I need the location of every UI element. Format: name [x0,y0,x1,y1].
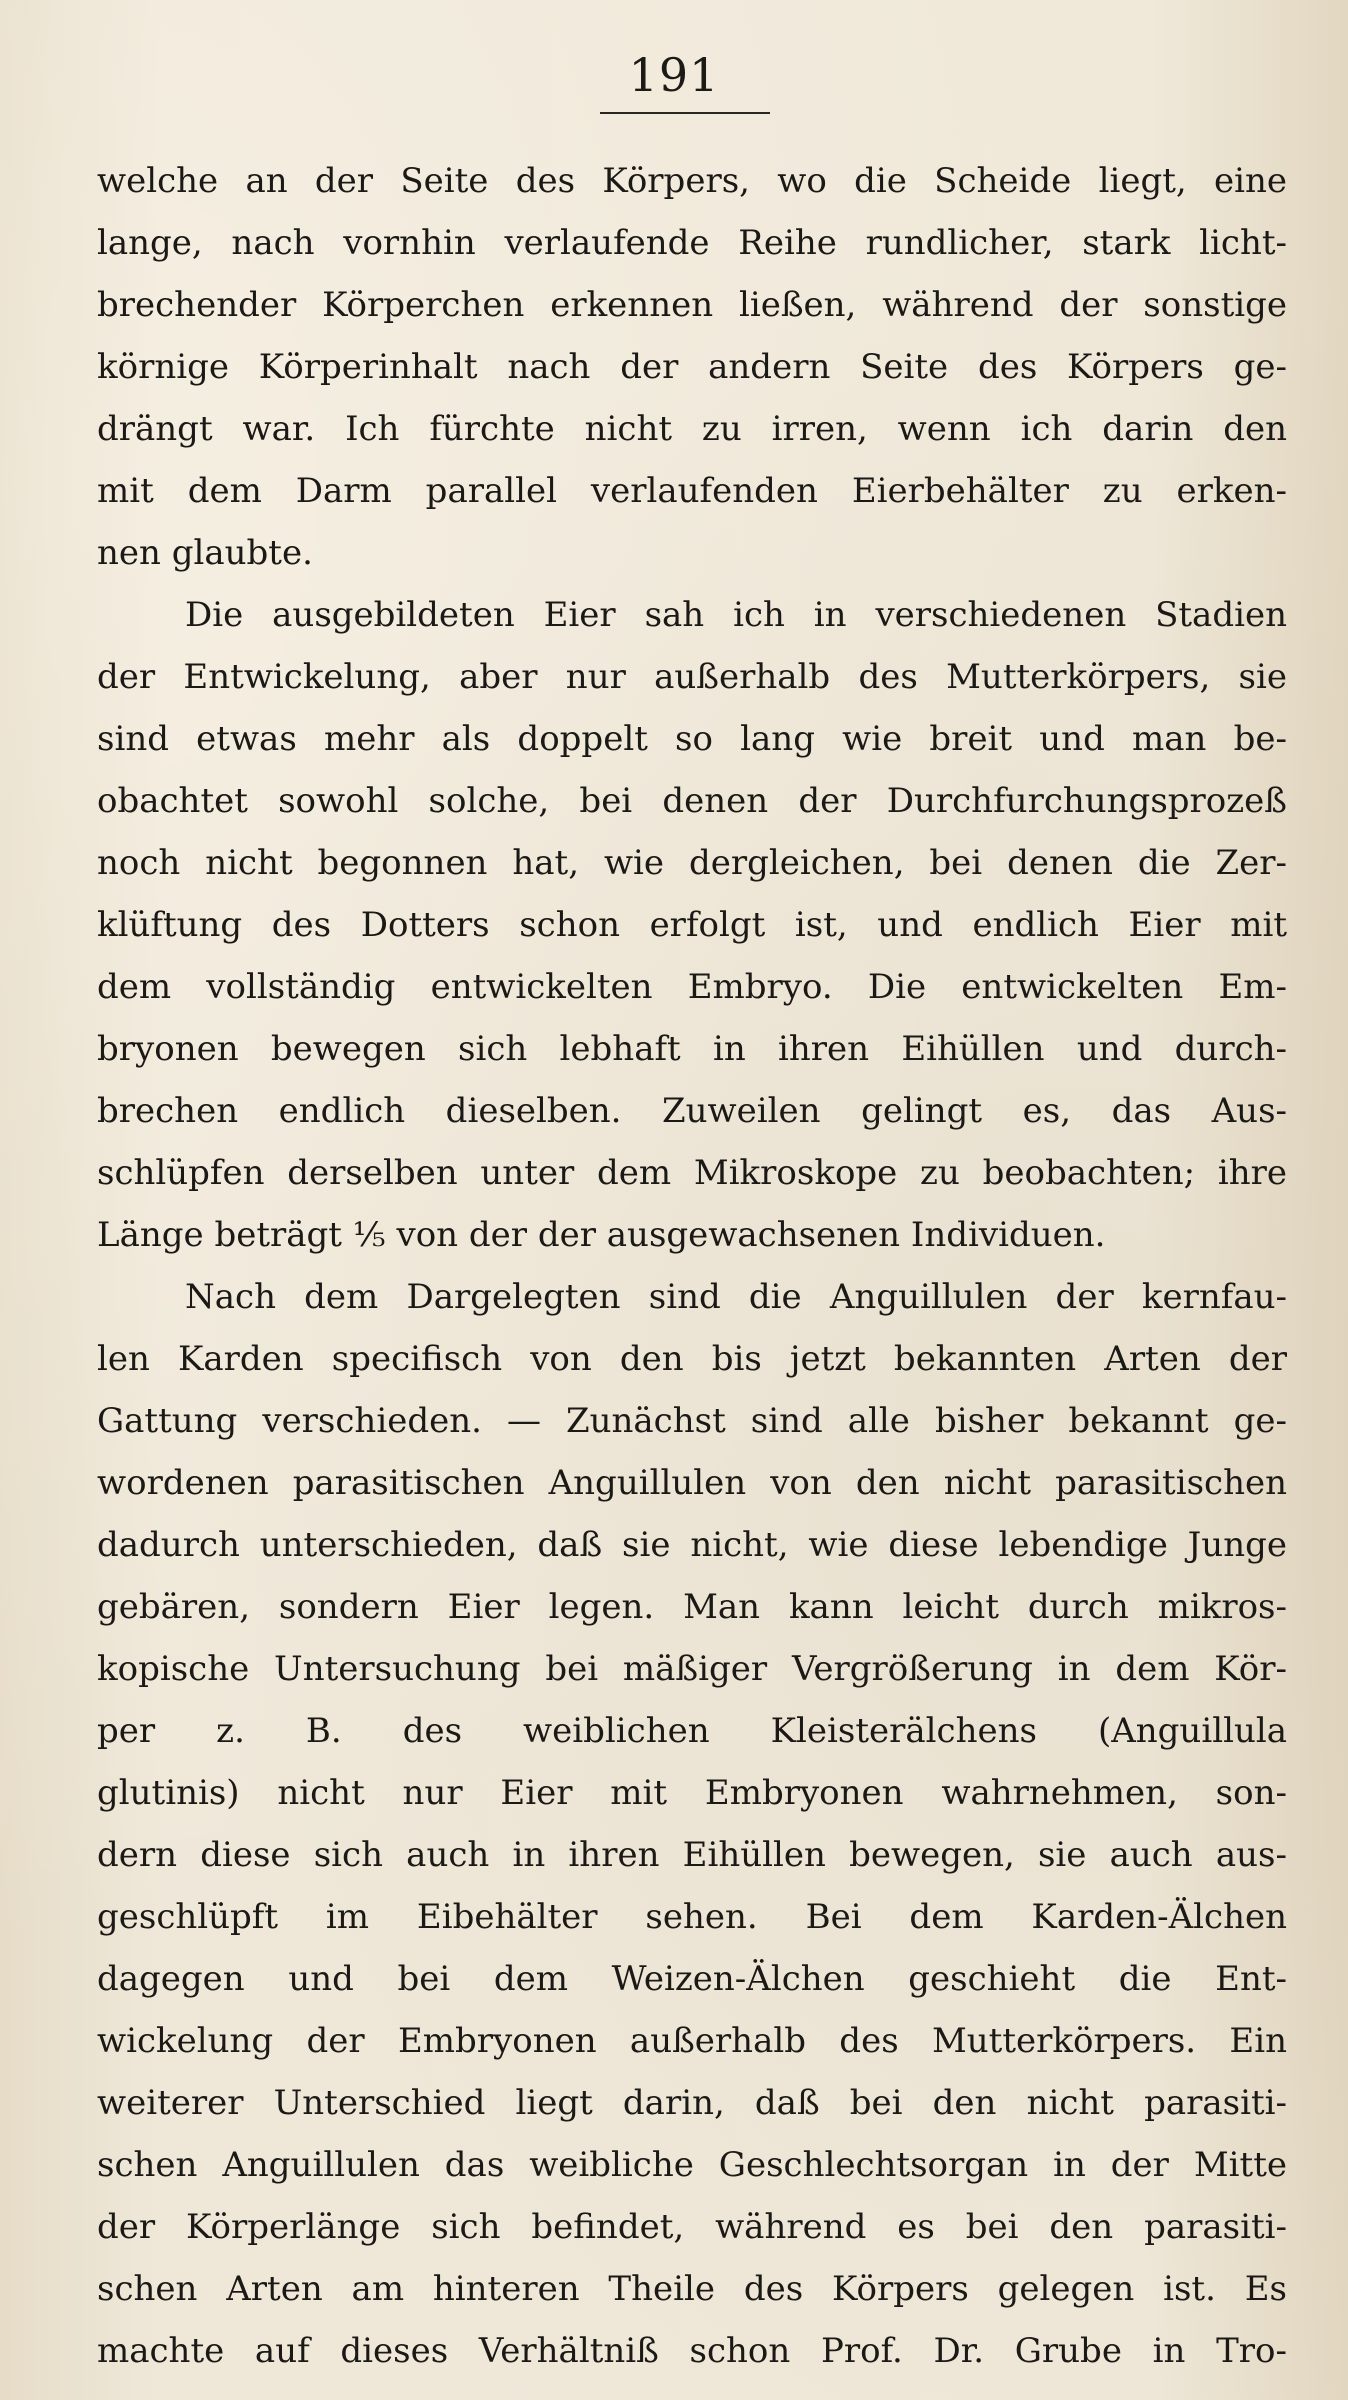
text-line: wordenen parasitischen Anguillulen von den nicht parasitischen [97,1463,1287,1503]
text-line: dadurch unterschieden, daß sie nicht, wie diese lebendige Junge [97,1525,1287,1565]
paragraph-start-line: Die ausgebildeten Eier sah ich in verschiedenen Stadien [185,595,1287,635]
text-line: brechender Körperchen erkennen ließen, während der sonstige [97,285,1287,325]
text-line: kopische Untersuchung bei mäßiger Vergrößerung in dem Kör- [97,1649,1287,1689]
paragraph-start-line: Nach dem Dargelegten sind die Anguillulen der kernfau- [185,1277,1287,1317]
page-number: 191 [628,48,720,102]
text-line: len Karden specifisch von den bis jetzt bekannten Arten der [97,1339,1287,1379]
text-line: noch nicht begonnen hat, wie dergleichen, bei denen die Zer- [97,843,1287,883]
text-line: gebären, sondern Eier legen. Man kann leicht durch mikros- [97,1587,1287,1627]
text-line: der Entwickelung, aber nur außerhalb des Mutterkörpers, sie [97,657,1287,697]
text-line: Länge beträgt ⅕ von der der ausgewachsenen Individuen. [97,1215,1106,1255]
text-line: obachtet sowohl solche, bei denen der Durchfurchungsprozeß [97,781,1287,821]
text-line: weiterer Unterschied liegt darin, daß bei den nicht parasiti- [97,2083,1287,2123]
text-line: glutinis) nicht nur Eier mit Embryonen wahrnehmen, son- [97,1773,1287,1813]
text-line: bryonen bewegen sich lebhaft in ihren Eihüllen und durch- [97,1029,1287,1069]
text-line: schlüpfen derselben unter dem Mikroskope zu beobachten; ihre [97,1153,1287,1193]
text-line: klüftung des Dotters schon erfolgt ist, und endlich Eier mit [97,905,1287,945]
text-line: mit dem Darm parallel verlaufenden Eierbehälter zu erken- [97,471,1287,511]
text-line: körnige Körperinhalt nach der andern Seite des Körpers ge- [97,347,1287,387]
text-line: machte auf dieses Verhältniß schon Prof. Dr. Grube in Tro- [97,2331,1287,2371]
text-line: drängt war. Ich fürchte nicht zu irren, wenn ich darin den [97,409,1287,449]
text-line: welche an der Seite des Körpers, wo die Scheide liegt, eine [97,161,1287,201]
text-line: wickelung der Embryonen außerhalb des Mutterkörpers. Ein [97,2021,1287,2061]
text-line: sind etwas mehr als doppelt so lang wie breit und man be- [97,719,1287,759]
text-line: geschlüpft im Eibehälter sehen. Bei dem Karden-Älchen [97,1897,1287,1937]
text-line: brechen endlich dieselben. Zuweilen gelingt es, das Aus- [97,1091,1287,1131]
text-line: dagegen und bei dem Weizen-Älchen geschieht die Ent- [97,1959,1287,1999]
text-line: Gattung verschieden. — Zunächst sind alle bisher bekannt ge- [97,1401,1287,1441]
text-line: der Körperlänge sich befindet, während es bei den parasiti- [97,2207,1287,2247]
text-line: nen glaubte. [97,533,313,573]
text-line: schen Anguillulen das weibliche Geschlechtsorgan in der Mitte [97,2145,1287,2185]
header-rule [600,112,770,114]
text-line: schen Arten am hinteren Theile des Körpers gelegen ist. Es [97,2269,1287,2309]
text-line: lange, nach vornhin verlaufende Reihe rundlicher, stark licht- [97,223,1287,263]
body-text [97,150,1287,2382]
text-line: per z. B. des weiblichen Kleisterälchens (Anguillula [97,1711,1287,1751]
text-line: dem vollständig entwickelten Embryo. Die entwickelten Em- [97,967,1287,1007]
text-line: dern diese sich auch in ihren Eihüllen bewegen, sie auch aus- [97,1835,1287,1875]
